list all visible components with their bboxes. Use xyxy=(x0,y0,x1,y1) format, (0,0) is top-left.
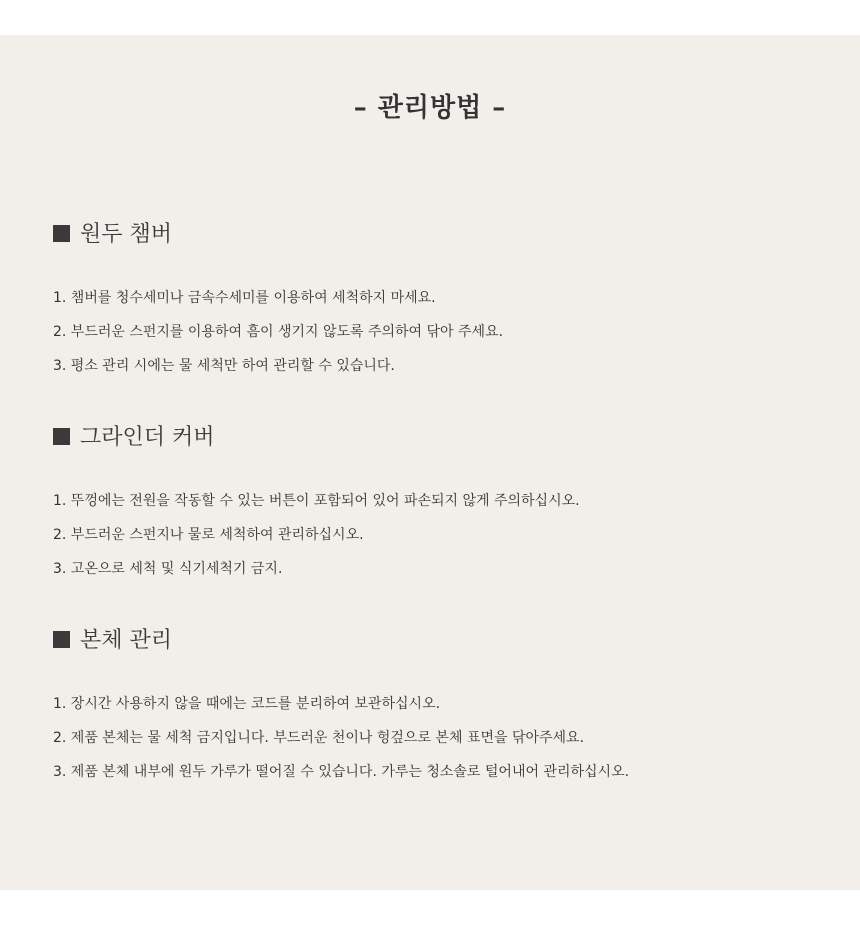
square-bullet-icon xyxy=(53,428,70,445)
instruction-list xyxy=(53,491,833,593)
list-item: 3. 고온으로 세척 및 식기세척기 금지. xyxy=(53,561,283,577)
square-bullet-icon xyxy=(53,225,70,242)
section-body-care xyxy=(53,626,833,796)
page-title: – 관리방법 – xyxy=(353,93,507,123)
section-grinder-cover xyxy=(53,423,833,593)
list-item: 1. 뚜껑에는 전원을 작동할 수 있는 버튼이 포함되어 있어 파손되지 않게 주의하십시오. xyxy=(53,493,580,509)
list-item: 3. 제품 본체 내부에 원두 가루가 떨어질 수 있습니다. 가루는 청소솔로 털어내어 관리하십시오. xyxy=(53,764,630,780)
section-heading: 본체 관리 xyxy=(80,628,173,653)
list-item: 2. 부드러운 스펀지나 물로 세척하여 관리하십시오. xyxy=(53,527,364,543)
instruction-list xyxy=(53,694,833,796)
instruction-list xyxy=(53,288,833,390)
square-bullet-icon xyxy=(53,631,70,648)
list-item: 2. 제품 본체는 물 세척 금지입니다. 부드러운 천이나 헝겊으로 본체 표면을 닦아주세요. xyxy=(53,730,585,746)
list-item: 1. 장시간 사용하지 않을 때에는 코드를 분리하여 보관하십시오. xyxy=(53,696,441,712)
list-item: 3. 평소 관리 시에는 물 세척만 하여 관리할 수 있습니다. xyxy=(53,358,395,374)
section-bean-chamber xyxy=(53,220,833,390)
list-item: 2. 부드러운 스펀지를 이용하여 흠이 생기지 않도록 주의하여 닦아 주세요. xyxy=(53,324,504,340)
list-item: 1. 챔버를 청수세미나 금속수세미를 이용하여 세척하지 마세요. xyxy=(53,290,436,306)
section-heading: 그라인더 커버 xyxy=(80,425,215,450)
section-heading: 원두 챔버 xyxy=(80,222,173,247)
